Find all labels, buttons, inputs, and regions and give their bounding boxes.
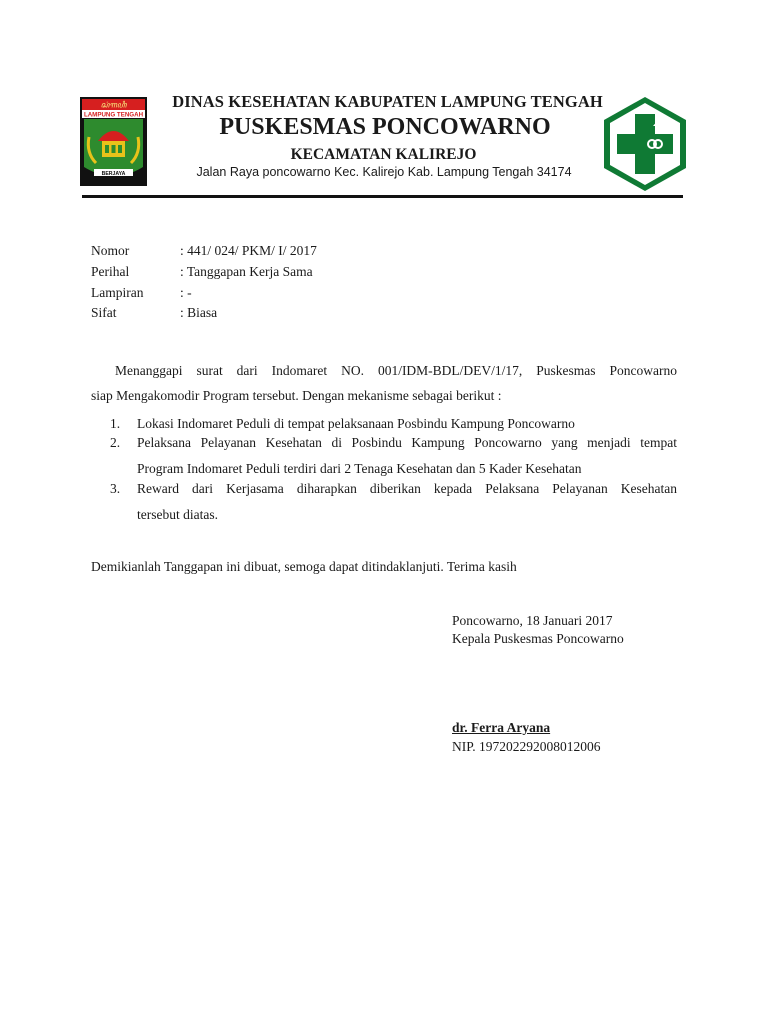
nomor-value: : 441/ 024/ PKM/ I/ 2017 [180, 243, 317, 258]
signatory-name: dr. Ferra Aryana [452, 720, 551, 735]
signatory-nip: NIP. 197202292008012006 [452, 739, 601, 754]
intro-line-2: siap Mengakomodir Program tersebut. Dengan mekanisme sebagai berikut : [91, 388, 502, 403]
institution-address: Jalan Raya poncowarno Kec. Kalirejo Kab. Lampung Tengah 34174 [196, 165, 572, 179]
district-name: KECAMATAN KALIREJO [290, 146, 477, 163]
agency-name: DINAS KESEHATAN KABUPATEN LAMPUNG TENGAH [172, 92, 603, 111]
motto-text: ꦱꦁꦒꦲꦶ [100, 100, 127, 110]
place-date: Poncowarno, 18 Januari 2017 [452, 613, 613, 628]
closing-text: Demikianlah Tanggapan ini dibuat, semoga dapat ditindaklanjuti. Terima kasih [91, 559, 517, 574]
base-text: BERJAYA [101, 170, 126, 177]
perihal-value: : Tanggapan Kerja Sama [180, 264, 313, 279]
perihal-label: Perihal [91, 264, 130, 279]
list-number: 1. [110, 416, 121, 431]
list-item-2-line-1: Pelaksana Pelayanan Kesehatan di Posbindu Kampung Poncowarno yang menjadi tempat [137, 435, 677, 450]
list-item-2-line-2: Program Indomaret Peduli terdiri dari 2 Tenaga Kesehatan dan 5 Kader Kesehatan [137, 461, 582, 476]
regency-emblem-icon [80, 97, 147, 186]
letterhead-divider [82, 195, 683, 198]
institution-name: PUSKESMAS PONCOWARNO [219, 114, 551, 140]
list-item-3-line-2: tersebut diatas. [137, 507, 218, 522]
list-item-3-line-1: Reward dari Kerjasama diharapkan diberikan kepada Pelaksana Pelayanan Kesehatan [137, 481, 677, 496]
lampiran-label: Lampiran [91, 285, 144, 300]
sifat-label: Sifat [91, 305, 117, 320]
list-number: 3. [110, 481, 121, 496]
puskesmas-cross-icon [603, 96, 687, 192]
lampiran-value: : - [180, 285, 192, 300]
nomor-label: Nomor [91, 243, 130, 258]
sifat-value: : Biasa [180, 305, 218, 320]
signatory-position: Kepala Puskesmas Poncowarno [452, 631, 624, 646]
ribbon-text: LAMPUNG TENGAH [83, 111, 144, 119]
list-number: 2. [110, 435, 121, 450]
intro-line-1: Menanggapi surat dari Indomaret NO. 001/IDM-BDL/DEV/1/17, Puskesmas Poncowarno [115, 363, 677, 378]
list-item-1-line-1: Lokasi Indomaret Peduli di tempat pelaksanaan Posbindu Kampung Poncowarno [137, 416, 575, 431]
